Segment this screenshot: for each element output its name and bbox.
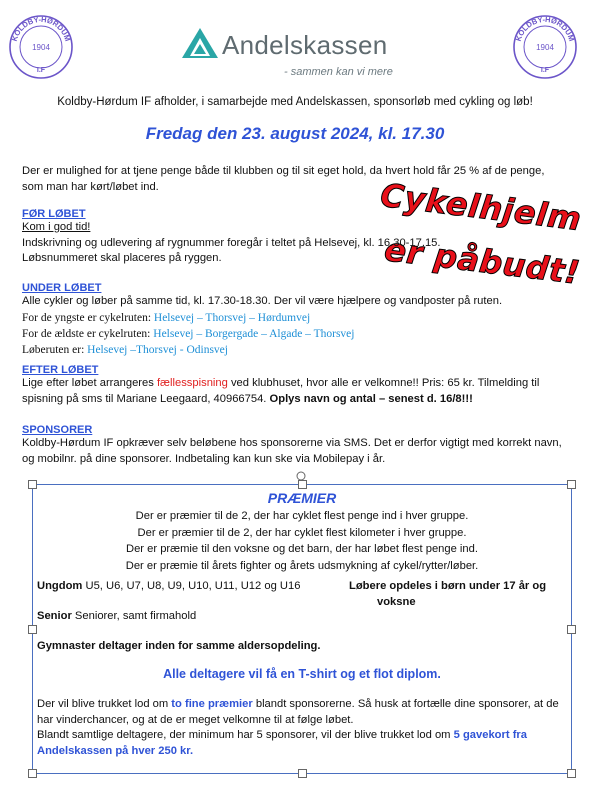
event-date: Fredag den 23. august 2024, kl. 17.30	[145, 124, 445, 143]
resize-handle[interactable]	[567, 480, 576, 489]
andelskassen-logo	[180, 24, 410, 84]
seal-text-bottom: I.F	[36, 67, 46, 74]
before-heading: FØR LØBET	[22, 208, 86, 220]
youngest-label: For de yngste er cykelruten:	[22, 311, 154, 324]
sponsors-heading: SPONSORER	[22, 424, 93, 436]
oldest-label: For de ældste er cykelruten:	[22, 327, 154, 340]
prize-line: Der er præmier til de 2, der har cyklet flest penge ind i hver gruppe.	[135, 510, 469, 522]
youth-text: U5, U6, U7, U8, U9, U10, U11, U12 og U16	[82, 580, 301, 592]
triangle-logo-icon	[180, 26, 220, 60]
lottery-text: blandt sponsorerne. Så husk at fortælle dine sponsorer, at de	[252, 698, 559, 710]
youngest-route: Helsevej – Thorsvej – Hørdumvej	[153, 311, 311, 324]
prize-line: Der er præmie til den voksne og det barn, der har løbet flest penge ind.	[126, 543, 478, 555]
after-heading: EFTER LØBET	[22, 364, 99, 376]
resize-handle[interactable]	[28, 480, 37, 489]
resize-handle[interactable]	[298, 480, 307, 489]
sponsors-section	[22, 424, 562, 467]
youth-label: Ungdom	[37, 580, 83, 592]
after-text: Lige efter løbet arrangeres	[22, 377, 157, 389]
lottery-line: har vinderchancer, og at de er meget velkomne til at følge løbet.	[37, 713, 354, 726]
logo-name: Andelskassen	[222, 30, 388, 60]
svg-text:KOLDBY-HØRDUM	[10, 15, 73, 43]
after-line1	[22, 376, 539, 392]
after-line2	[22, 392, 539, 408]
youngest-route-line	[22, 310, 502, 326]
helmet-stamp-line2: er påbudt!	[382, 230, 583, 292]
youth-groups	[37, 579, 300, 595]
seal-year: 1904	[32, 43, 50, 52]
oldest-route-line	[22, 326, 502, 342]
after-text: spisning på sms til Mariane Leegaard, 40966754.	[22, 392, 270, 405]
helmet-stamp-line1: Cykelhjelm	[378, 175, 584, 239]
resize-handle[interactable]	[28, 769, 37, 778]
before-line2: Løbsnummeret skal placeres på ryggen.	[22, 252, 222, 264]
during-section	[22, 282, 502, 358]
senior-label: Senior	[37, 610, 72, 622]
intro-text: Koldby-Hørdum IF afholder, i samarbejde med Andelskassen, sponsorløb med cykling og løb!	[57, 96, 533, 108]
oldest-route: Helsevej – Borgergade – Algade – Thorsvej	[153, 327, 355, 340]
lottery-text: Der vil blive trukket lod om	[37, 698, 172, 710]
seal-text-top: KOLDBY-HØRDUM	[9, 14, 73, 43]
lottery-line	[37, 728, 567, 744]
lottery-highlight: 5 gavekort fra	[453, 729, 527, 741]
senior-text: Seniorer, samt firmahold	[71, 610, 197, 622]
gymnasts-note: Gymnaster deltager inden for samme aldersopdeling.	[37, 640, 321, 652]
after-section	[22, 364, 539, 407]
prizes-heading: PRÆMIER	[267, 490, 337, 506]
lead-line: som man har kørt/løbet ind.	[22, 180, 159, 193]
lottery-paragraph	[37, 697, 567, 759]
runners-note-line1: Løbere opdeles i børn under 17 år og	[349, 580, 547, 592]
resize-handle[interactable]	[567, 625, 576, 634]
run-label: Løberuten er:	[22, 343, 88, 356]
club-seal-left	[8, 14, 74, 80]
prizes-list	[33, 508, 571, 574]
lottery-text: Blandt samtlige deltagere, der minimum har 5 sponsorer, vil der blive trukket lod om	[37, 729, 454, 741]
resize-handle[interactable]	[298, 769, 307, 778]
seal-year: 1904	[536, 43, 554, 52]
sponsors-line2: og mobilnr. på dine sponsorer. Indbetaling kan kun ske via Mobilepay i år.	[22, 452, 386, 465]
after-deadline: Oplys navn og antal – senest d. 16/8!!!	[269, 392, 473, 405]
communal-dinner-highlight: fællesspisning	[156, 377, 228, 389]
resize-handle[interactable]	[567, 769, 576, 778]
seal-text-bottom: I.F	[540, 67, 550, 74]
before-section	[22, 208, 441, 267]
runners-note-line2: voksne	[377, 596, 416, 608]
before-line1: Indskrivning og udlevering af rygnummer foregår i teltet på Helsevej, kl. 16.30-17.15.	[22, 236, 441, 249]
before-sub: Kom i god tid!	[22, 221, 91, 233]
during-heading: UNDER LØBET	[22, 282, 102, 294]
prizes-textbox[interactable]	[32, 484, 572, 774]
club-seal-right	[512, 14, 578, 80]
seal-text-top: KOLDBY-HØRDUM	[513, 14, 577, 43]
logo-tagline: - sammen kan vi mere	[284, 66, 393, 78]
lottery-line	[37, 697, 567, 713]
prize-line: Der er præmie til årets fighter og årets udsmykning af cykel/rytter/løber.	[125, 559, 479, 572]
resize-handle[interactable]	[28, 625, 37, 634]
senior-groups	[37, 609, 196, 625]
sponsors-line1: Koldby-Hørdum IF opkræver selv beløbene hos sponsorerne via SMS. Det er derfor vigtigt med korrekt navn,	[22, 437, 562, 449]
lead-line: Der er mulighed for at tjene penge både til klubben og til sit eget hold, da hvert hold får 25 % af de penge,	[22, 165, 545, 177]
run-route-line	[22, 342, 502, 358]
tshirt-note: Alle deltagere vil få en T-shirt og et flot diplom.	[163, 667, 441, 681]
lottery-line: Andelskassen på hver 250 kr.	[37, 744, 194, 757]
run-route: Helsevej –Thorsvej - Odinsvej	[87, 343, 228, 356]
svg-text:KOLDBY-HØRDUM	[514, 15, 577, 43]
lottery-highlight: to fine præmier	[171, 698, 253, 710]
during-line1: Alle cykler og løber på samme tid, kl. 17.30-18.30. Der vil være hjælpere og vandposter på ruten.	[22, 295, 503, 307]
prize-line: Der er præmier til de 2, der har cyklet flest kilometer i hver gruppe.	[137, 526, 467, 539]
after-text: ved klubhuset, hvor alle er velkomne!! Pris: 65 kr. Tilmelding til	[227, 377, 540, 389]
